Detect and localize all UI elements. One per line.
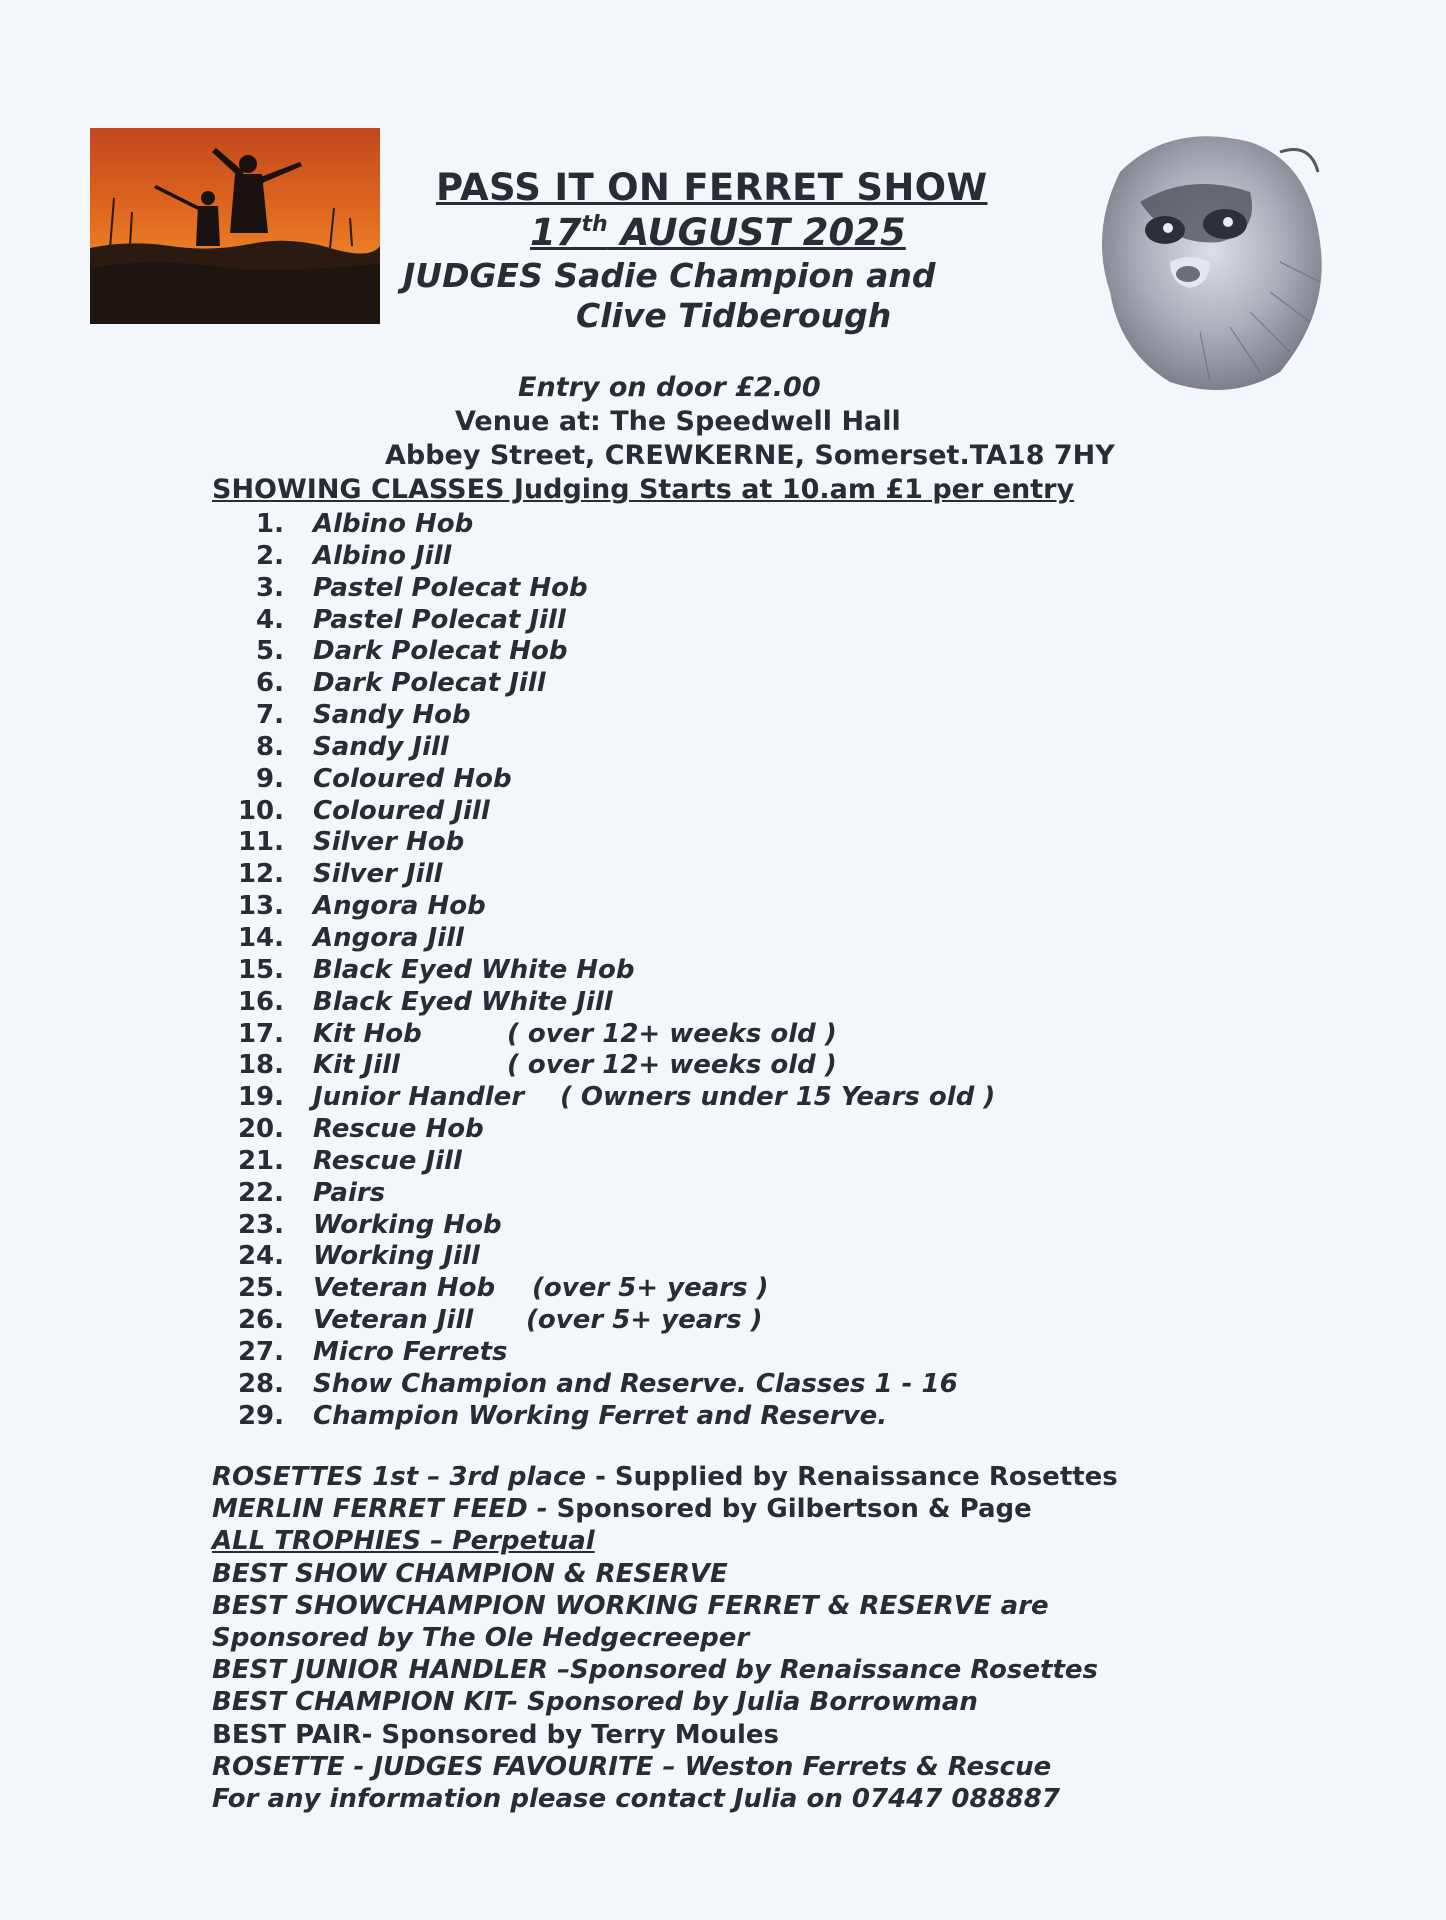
class-number: 12. — [237, 859, 284, 890]
class-item — [212, 732, 1112, 764]
merlin-sponsor: Sponsored by Gilbertson & Page — [556, 1494, 1032, 1525]
champion-kit-line: BEST CHAMPION KIT- Sponsored by Julia Borrowman — [212, 1687, 978, 1718]
class-name: Pastel Polecat Jill — [313, 604, 566, 635]
class-item — [212, 1401, 1112, 1433]
class-name: Veteran Jill — [313, 1305, 474, 1336]
class-name: Sandy Jill — [313, 731, 449, 762]
best-pair-label: BEST PAIR — [212, 1719, 362, 1750]
class-item — [212, 891, 1112, 923]
class-item — [212, 987, 1112, 1019]
class-name: Kit Jill — [313, 1050, 400, 1081]
date-rest: AUGUST 2025 — [620, 211, 906, 254]
class-name: Veteran Hob — [313, 1273, 496, 1304]
class-name: Kit Hob — [313, 1018, 422, 1049]
class-number: 8. — [256, 731, 284, 762]
class-number: 29. — [237, 1400, 284, 1431]
class-number: 26. — [237, 1305, 284, 1336]
class-item — [212, 1146, 1112, 1178]
class-name: Coloured Hob — [313, 763, 512, 794]
rosettes-sponsor: - Supplied by Renaissance Rosettes — [586, 1462, 1118, 1492]
showing-classes-heading: SHOWING CLASSES Judging Starts at 10.am £1 per entry — [212, 474, 1075, 505]
best-pair-line — [212, 1719, 1212, 1751]
class-item — [212, 1178, 1112, 1210]
class-name: Angora Hob — [313, 891, 486, 922]
rosettes-label: ROSETTES 1st – 3rd place — [212, 1462, 587, 1492]
class-name: Sandy Hob — [313, 700, 471, 731]
judges-line-2: Clive Tidberough — [576, 296, 892, 335]
show-date — [530, 211, 906, 254]
contact-line: For any information please contact Julia on 07447 088887 — [212, 1783, 1060, 1814]
trophies-line: ALL TROPHIES – Perpetual — [212, 1526, 595, 1557]
class-name: Working Hob — [313, 1209, 502, 1240]
date-suffix: th — [581, 212, 608, 237]
class-name: Albino Hob — [313, 509, 474, 539]
sponsors-footer — [212, 1461, 1212, 1815]
class-name: Black Eyed White Jill — [313, 986, 613, 1017]
class-number: 15. — [237, 954, 284, 985]
class-item — [212, 668, 1112, 700]
class-item — [212, 923, 1112, 955]
class-number: 18. — [237, 1050, 284, 1081]
class-number: 10. — [237, 795, 284, 826]
class-number: 27. — [237, 1336, 284, 1367]
class-item — [212, 1273, 1112, 1305]
class-name: Working Jill — [313, 1241, 480, 1272]
class-item — [212, 1114, 1112, 1146]
class-number: 17. — [237, 1018, 284, 1049]
class-number: 16. — [237, 986, 284, 1017]
venue: Venue at: The Speedwell Hall — [455, 406, 901, 437]
class-item — [212, 605, 1112, 637]
class-number: 24. — [237, 1241, 284, 1272]
show-title: PASS IT ON FERRET SHOW — [436, 166, 988, 209]
class-number: 4. — [256, 604, 284, 635]
best-pair-sponsor: - Sponsored by Terry Moules — [361, 1719, 780, 1750]
class-number: 23. — [237, 1209, 284, 1240]
sponsored-ole-line: Sponsored by The Ole Hedgecreeper — [212, 1622, 750, 1653]
entry-fee: Entry on door £2.00 — [518, 372, 821, 403]
class-number: 1. — [256, 509, 284, 539]
class-name: Show Champion and Reserve. Classes 1 - 16 — [313, 1368, 958, 1399]
class-item — [212, 509, 1112, 541]
class-item — [212, 700, 1112, 732]
class-item — [212, 1050, 1112, 1082]
class-name: Rescue Hob — [313, 1114, 484, 1145]
judges-line-1: JUDGES Sadie Champion and — [403, 256, 936, 295]
class-name: Black Eyed White Hob — [313, 954, 635, 985]
class-number: 14. — [237, 922, 284, 953]
class-number: 28. — [237, 1368, 284, 1399]
class-note: ( over 12+ weeks old ) — [507, 1050, 837, 1081]
class-number: 5. — [256, 636, 284, 667]
junior-handler-line: BEST JUNIOR HANDLER –Sponsored by Renaissance Rosettes — [212, 1655, 1098, 1686]
class-name: Micro Ferrets — [313, 1336, 508, 1367]
class-name: Silver Hob — [313, 827, 465, 858]
class-name: Pairs — [313, 1177, 386, 1208]
class-list — [212, 509, 1112, 1432]
class-name: Silver Jill — [313, 859, 443, 890]
class-name: Angora Jill — [313, 922, 464, 953]
class-name: Coloured Jill — [313, 795, 490, 826]
ferret-drawing-icon — [1080, 112, 1340, 402]
class-number: 22. — [237, 1177, 284, 1208]
date-day: 17 — [530, 211, 582, 254]
class-number: 2. — [256, 540, 284, 571]
class-name: Pastel Polecat Hob — [313, 572, 588, 603]
rosettes-line — [212, 1461, 1212, 1493]
hunters-silhouette-photo-icon — [90, 128, 380, 324]
class-name: Rescue Jill — [313, 1145, 462, 1176]
class-name: Albino Jill — [313, 540, 452, 571]
class-number: 13. — [237, 891, 284, 922]
class-number: 6. — [256, 668, 284, 699]
class-number: 11. — [237, 827, 284, 858]
class-item — [212, 1369, 1112, 1401]
class-item — [212, 1082, 1112, 1114]
class-note: ( over 12+ weeks old ) — [507, 1018, 837, 1049]
merlin-label: MERLIN FERRET FEED - — [212, 1494, 557, 1525]
class-item — [212, 1210, 1112, 1242]
class-item — [212, 541, 1112, 573]
best-working-line: BEST SHOWCHAMPION WORKING FERRET & RESERVE are — [212, 1590, 1049, 1621]
class-note: (over 5+ years ) — [526, 1305, 763, 1336]
class-number: 7. — [256, 700, 284, 731]
class-number: 9. — [256, 763, 284, 794]
class-item — [212, 1019, 1112, 1051]
class-name: Junior Handler — [313, 1082, 525, 1113]
class-item — [212, 1241, 1112, 1273]
class-note: ( Owners under 15 Years old ) — [560, 1082, 996, 1113]
class-number: 25. — [237, 1273, 284, 1304]
class-number: 21. — [237, 1145, 284, 1176]
class-name: Champion Working Ferret and Reserve. — [313, 1400, 888, 1431]
judges-favourite-line: ROSETTE - JUDGES FAVOURITE – Weston Ferrets & Rescue — [212, 1751, 1052, 1782]
class-item — [212, 764, 1112, 796]
class-name: Dark Polecat Jill — [313, 668, 546, 699]
class-item — [212, 573, 1112, 605]
class-number: 19. — [237, 1082, 284, 1113]
class-number: 3. — [256, 572, 284, 603]
class-item — [212, 827, 1112, 859]
class-number: 20. — [237, 1114, 284, 1145]
class-item — [212, 859, 1112, 891]
class-item — [212, 796, 1112, 828]
best-show-line: BEST SHOW CHAMPION & RESERVE — [212, 1558, 728, 1589]
class-item — [212, 636, 1112, 668]
address: Abbey Street, CREWKERNE, Somerset.TA18 7HY — [385, 440, 1115, 471]
class-note: (over 5+ years ) — [532, 1273, 769, 1304]
class-item — [212, 1337, 1112, 1369]
class-item — [212, 955, 1112, 987]
class-item — [212, 1305, 1112, 1337]
class-name: Dark Polecat Hob — [313, 636, 568, 667]
merlin-line — [212, 1493, 1212, 1525]
